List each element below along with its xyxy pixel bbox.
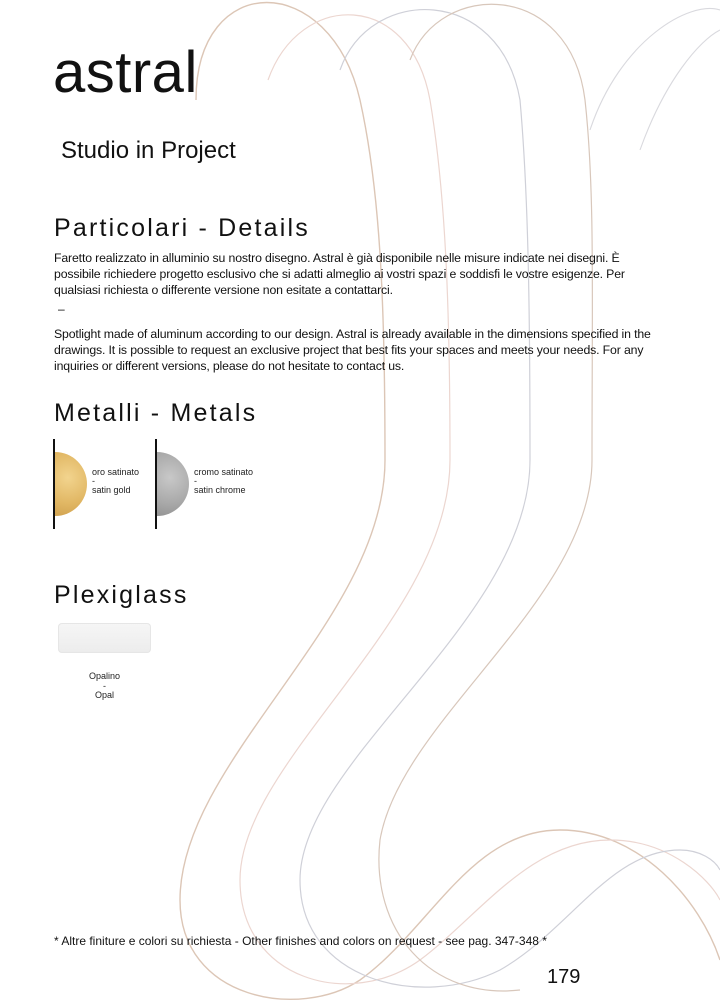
brand-title: astral: [53, 40, 198, 105]
satin-chrome-label-en: satin chrome: [194, 485, 246, 495]
opal-label-dash: -: [103, 680, 106, 691]
wave-line-pink: [240, 15, 720, 984]
details-heading: Particolari - Details: [54, 214, 310, 242]
plexiglass-heading: Plexiglass: [54, 581, 189, 609]
satin-gold-color-sample: [55, 452, 87, 516]
metal-swatch-satin-chrome: [155, 439, 255, 531]
satin-gold-label-en: satin gold: [92, 485, 131, 495]
details-text-italian: Faretto realizzato in alluminio su nostro disegno. Astral è già disponibile nelle misure indicate nei disegni. È possibile richiedere progetto esclusivo che si adatti almeglio ai vostri spazi e soddisfi le vostre esigenze. Per qualsiasi richiesta o differente versione non esitate a contattarci.: [54, 251, 625, 297]
satin-chrome-label-it: cromo satinato: [194, 467, 254, 477]
opal-color-sample: [58, 623, 151, 653]
metals-heading: Metalli - Metals: [54, 399, 258, 427]
opal-label-en: Opal: [94, 690, 114, 700]
page-number: 179: [547, 966, 581, 988]
wave-line-gray-2: [590, 9, 720, 151]
satin-gold-label: [92, 468, 139, 495]
details-separator: –: [58, 302, 65, 316]
satin-chrome-label: [194, 468, 253, 495]
opal-label-it: Opalino: [88, 671, 121, 681]
satin-chrome-color-sample: [157, 452, 189, 516]
wave-line-tan-2: [379, 4, 593, 991]
wave-line-tan: [180, 3, 720, 1000]
metal-swatch-satin-gold: [53, 439, 153, 531]
wave-line-gray: [300, 10, 720, 988]
opal-label: [58, 672, 151, 701]
brand-subtitle: Studio in Project: [61, 137, 236, 164]
satin-gold-label-dash: -: [92, 476, 95, 486]
details-text-english: Spotlight made of aluminum according to our design. Astral is already available in the dimensions specified in the drawings. It is possible to request an exclusive project that best fits your spaces and meets your needs. For any inquiries or different versions, please do not hesitate to contact us.: [54, 327, 651, 373]
satin-gold-label-it: oro satinato: [92, 467, 140, 477]
satin-chrome-label-dash: -: [194, 476, 197, 486]
finishes-footnote: * Altre finiture e colori su richiesta - Other finishes and colors on request - see pag. 347-348 *: [54, 934, 547, 948]
